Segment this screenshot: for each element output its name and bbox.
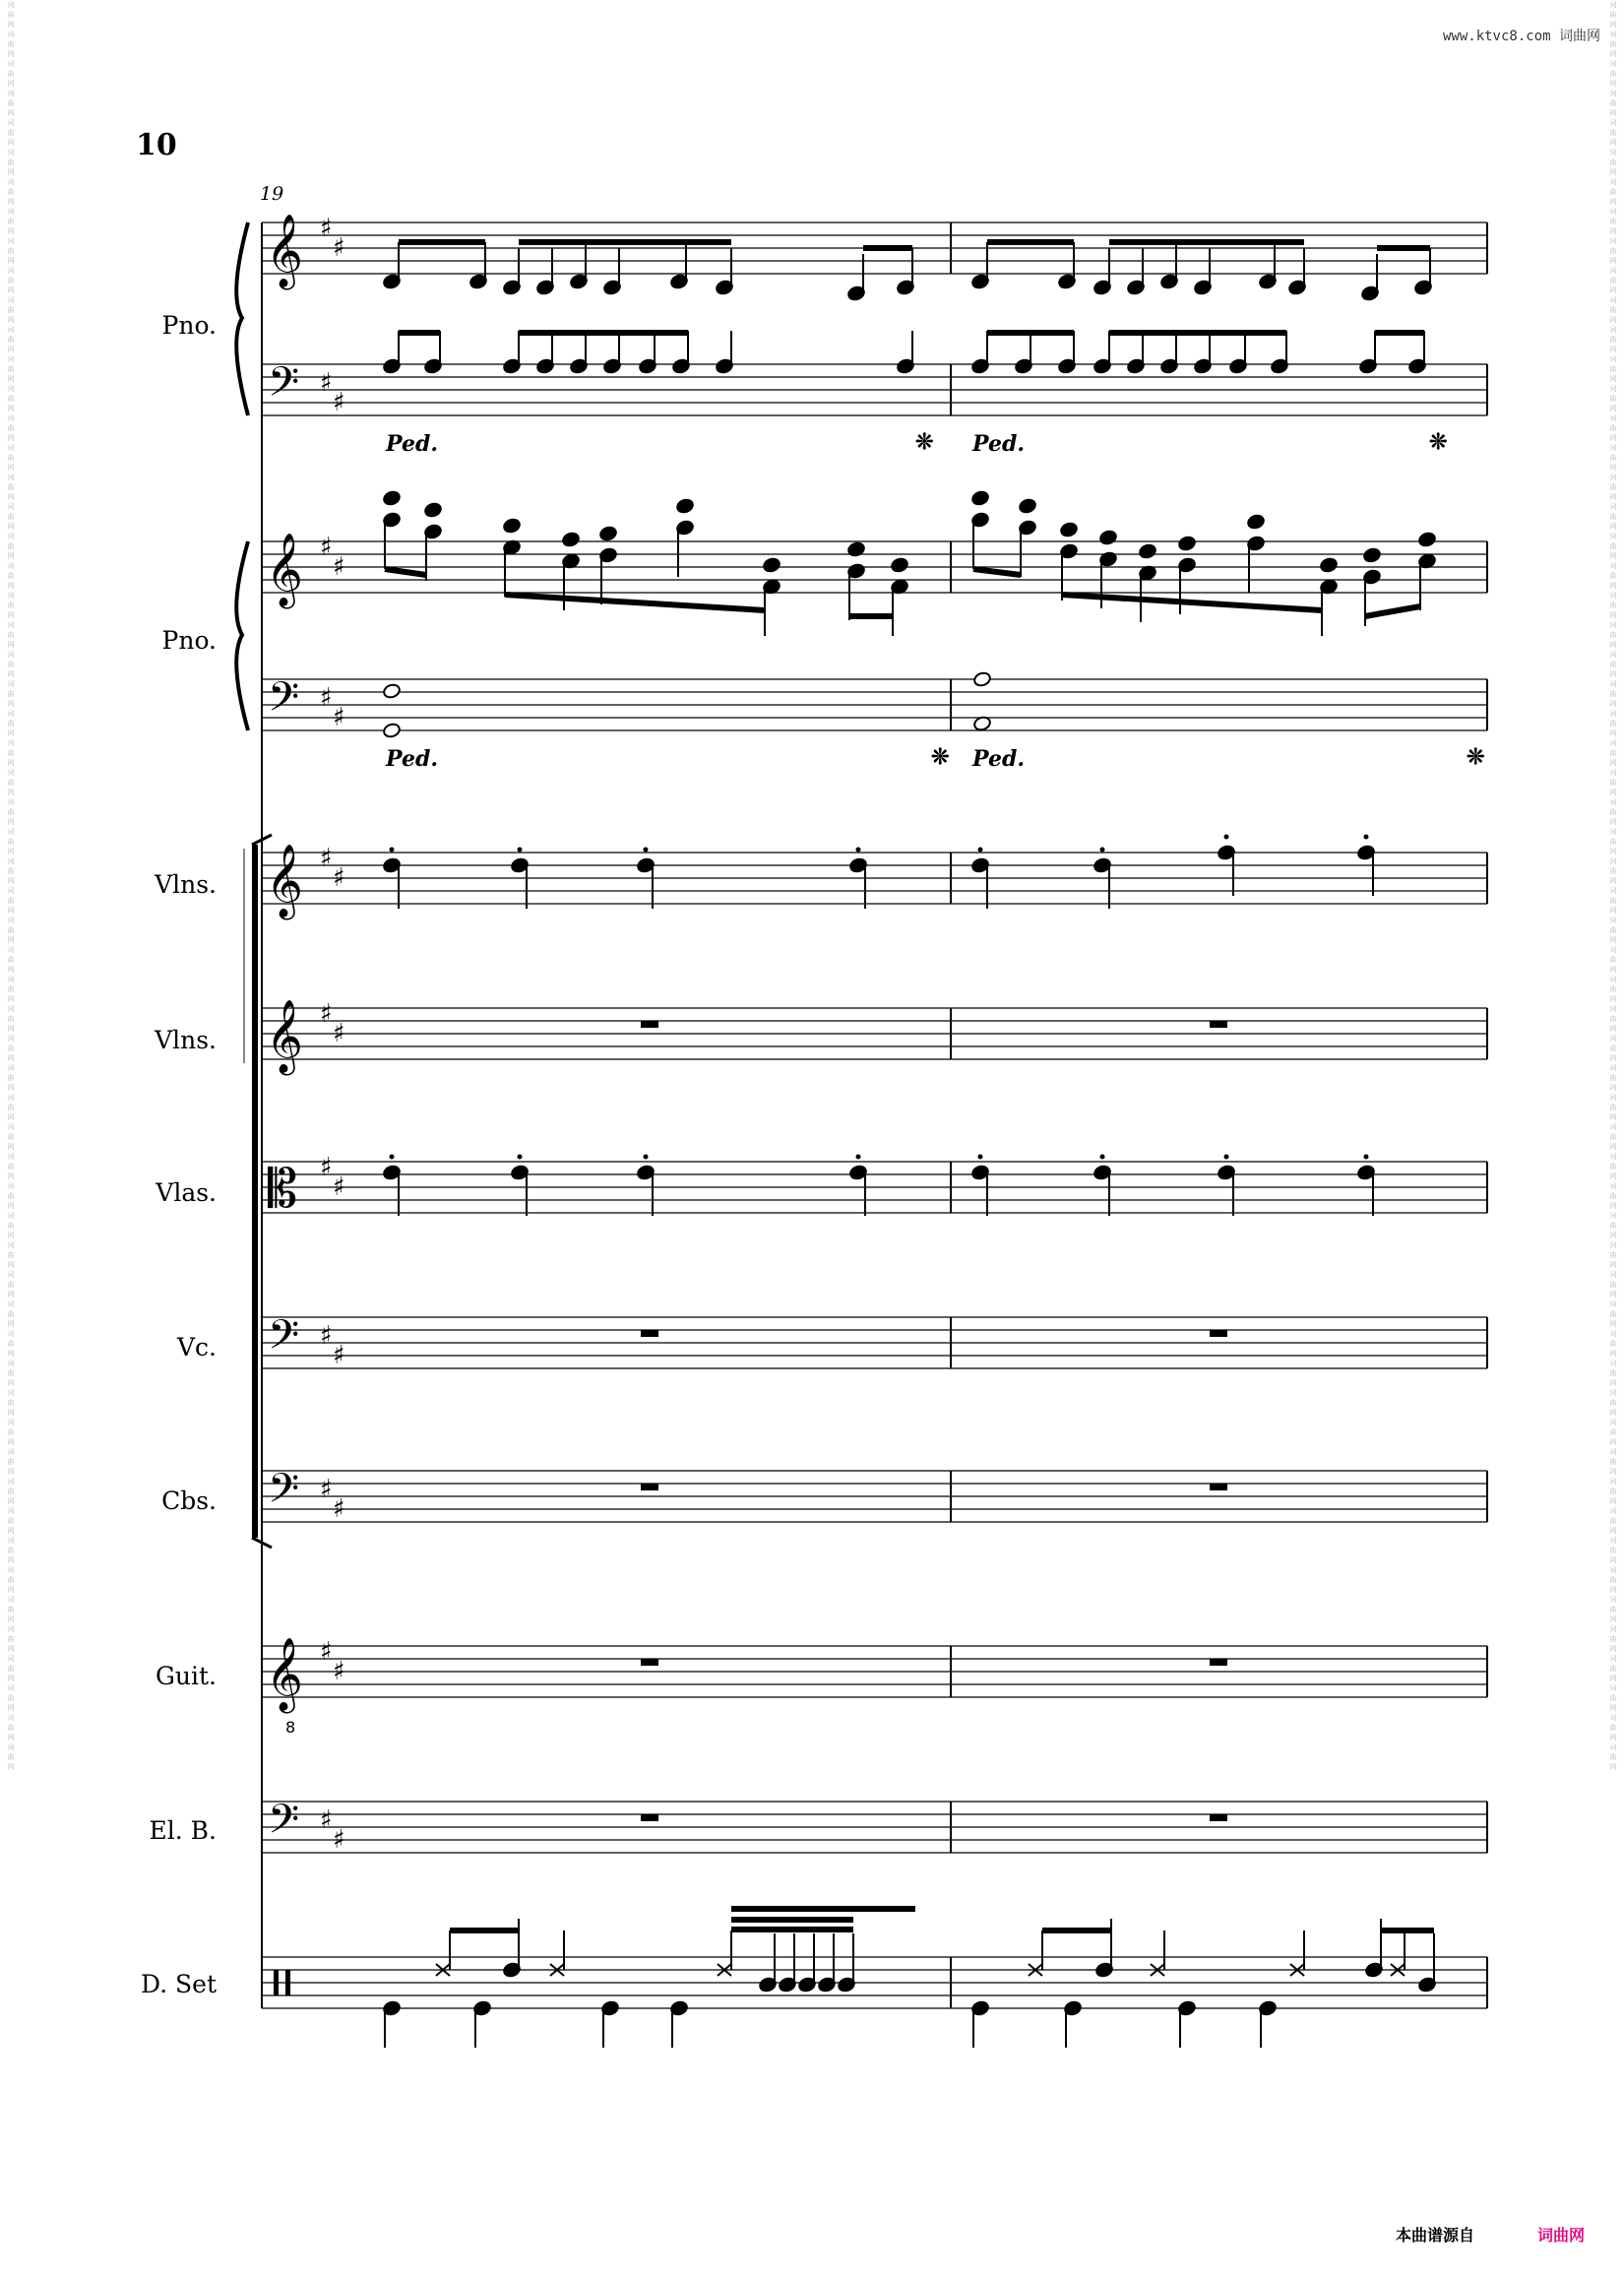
- treble-clef-icon: 𝄞: [266, 534, 303, 606]
- whole-rest: [1210, 1659, 1227, 1666]
- treble-clef-icon: 𝄞: [266, 1000, 303, 1073]
- measure-number: 19: [260, 183, 284, 205]
- staccato-dot: [1100, 848, 1105, 853]
- percussion-clef-icon: [285, 1970, 290, 1995]
- sharp-icon: ♯: [333, 552, 345, 582]
- piano-brace-icon: [236, 222, 248, 415]
- label-piano-1: Pno.: [161, 311, 217, 340]
- label-drum-set: D. Set: [140, 1970, 217, 1998]
- staccato-dot: [856, 1155, 861, 1160]
- octave-marker: 8: [285, 1718, 296, 1737]
- label-contrabass: Cbs.: [161, 1487, 217, 1515]
- pedal-down-mark: Ped.: [386, 746, 438, 772]
- pedal-up-mark: ❊: [1467, 744, 1485, 770]
- sharp-icon: ♯: [333, 388, 345, 417]
- staccato-dot: [856, 848, 861, 853]
- note-beam: [385, 569, 426, 575]
- sharp-icon: ♯: [333, 1657, 345, 1686]
- sharp-icon: ♯: [320, 214, 333, 243]
- note-head: [382, 683, 401, 700]
- note-head: [1362, 547, 1381, 564]
- note-head: [1059, 522, 1078, 538]
- strings-bracket: [252, 845, 258, 1538]
- whole-rest: [1210, 1484, 1227, 1490]
- staccato-dot: [1364, 1155, 1369, 1160]
- staccato-dot: [1224, 835, 1229, 840]
- pedal-up-mark: ❊: [931, 744, 950, 770]
- pedal-down-mark: Ped.: [386, 431, 438, 457]
- staccato-dot: [1100, 1155, 1105, 1160]
- footer-brand-link[interactable]: 词曲网: [1537, 2226, 1586, 2245]
- label-cello: Vc.: [176, 1333, 217, 1361]
- whole-rest: [641, 1484, 658, 1490]
- bass-clef-icon: 𝄢: [268, 1311, 300, 1368]
- label-guitar: Guit.: [155, 1662, 217, 1690]
- treble-clef-icon: 𝄞: [266, 215, 303, 287]
- sharp-icon: ♯: [320, 999, 333, 1029]
- sharp-icon: ♯: [320, 1321, 333, 1351]
- note-head: [1319, 557, 1338, 574]
- note-head: [846, 541, 865, 558]
- label-electric-bass: El. B.: [149, 1816, 217, 1845]
- alto-clef-icon: 𝄡: [268, 1158, 298, 1220]
- staccato-dot: [390, 1155, 395, 1160]
- page-number: 10: [136, 128, 177, 162]
- treble-clef-icon: 𝄞: [266, 1638, 303, 1711]
- staccato-dot: [518, 848, 523, 853]
- note-head: [972, 671, 991, 688]
- note-head: [1018, 498, 1036, 515]
- sharp-icon: ♯: [333, 863, 345, 893]
- label-violins-2: Vlns.: [155, 1026, 217, 1054]
- whole-rest: [1210, 1814, 1227, 1821]
- sharp-icon: ♯: [320, 844, 333, 873]
- header-url-text[interactable]: www.ktvc8.com: [1442, 29, 1551, 44]
- note-head: [970, 490, 989, 507]
- note-head: [1246, 514, 1265, 531]
- sharp-icon: ♯: [333, 703, 345, 732]
- note-beam: [505, 595, 765, 610]
- whole-rest: [1210, 1330, 1227, 1337]
- note-head: [1098, 530, 1117, 546]
- note-head: [423, 502, 442, 519]
- note-head: [598, 526, 617, 542]
- note-beam: [1365, 606, 1420, 616]
- bass-clef-icon: 𝄢: [268, 1796, 300, 1853]
- sharp-icon: ♯: [320, 1475, 333, 1504]
- staccato-dot: [978, 1155, 983, 1160]
- note-beam: [973, 569, 1021, 575]
- staccato-dot: [644, 1155, 649, 1160]
- note-head: [1417, 532, 1436, 548]
- note-head: [382, 723, 401, 739]
- whole-rest: [641, 1814, 658, 1821]
- staccato-dot: [518, 1155, 523, 1160]
- whole-rest: [1210, 1021, 1227, 1028]
- treble-clef-icon: 𝄞: [266, 845, 303, 918]
- sharp-icon: ♯: [320, 1153, 333, 1182]
- whole-rest: [641, 1659, 658, 1666]
- note-head: [382, 490, 401, 507]
- label-violins-1: Vlns.: [155, 870, 217, 899]
- staccato-dot: [1364, 835, 1369, 840]
- sharp-icon: ♯: [333, 1172, 345, 1202]
- sharp-icon: ♯: [320, 683, 333, 713]
- sharp-icon: ♯: [320, 533, 333, 562]
- note-head: [762, 557, 781, 574]
- watermark-right: 词 曲 网 词 曲 网 词 曲 网 词 曲 网 词 曲 网 词 曲 网 词 曲 网 词 曲 网 词 曲 网 词 曲 网 词 曲 网 词 曲 网 词 曲 网 词 曲 网 词 曲 网 词 曲 网 词 曲 网 词 曲 网 词 曲 网 词 曲 网 词 曲 网 词 曲 网 词 曲 网 词 曲 网 词 曲 网 词 曲 网 词 曲 网 词 曲 网 词 曲 网 词 曲 网 词 曲 网 词 曲 网 词 曲 网 词 曲 网 词 曲 网 词 曲 网 词 曲 网 词 曲 网 词 曲 网 词 曲 网 词 曲 网 词 曲 网 词 曲 网 词 曲 网 词 曲 网 词 曲 网 词 曲 网 词 曲 网 词 曲 网 词 曲 网 词 曲 网 词 曲 网 词 曲 网 词 曲 网 词 曲 网 词 曲 网 词 曲 网 词 曲 网 词 曲 网 词 曲 网: [1609, 1, 1617, 1771]
- sharp-icon: ♯: [333, 1494, 345, 1524]
- bass-clef-icon: 𝄢: [268, 1465, 300, 1522]
- note-head: [1177, 536, 1196, 552]
- label-piano-2: Pno.: [161, 626, 217, 655]
- footer-source: 本曲谱源自: [1396, 2226, 1475, 2245]
- staccato-dot: [644, 848, 649, 853]
- watermark-left: 词 曲 网 词 曲 网 词 曲 网 词 曲 网 词 曲 网 词 曲 网 词 曲 网 词 曲 网 词 曲 网 词 曲 网 词 曲 网 词 曲 网 词 曲 网 词 曲 网 词 曲 网 词 曲 网 词 曲 网 词 曲 网 词 曲 网 词 曲 网 词 曲 网 词 曲 网 词 曲 网 词 曲 网 词 曲 网 词 曲 网 词 曲 网 词 曲 网 词 曲 网 词 曲 网 词 曲 网 词 曲 网 词 曲 网 词 曲 网 词 曲 网 词 曲 网 词 曲 网 词 曲 网 词 曲 网 词 曲 网 词 曲 网 词 曲 网 词 曲 网 词 曲 网 词 曲 网 词 曲 网 词 曲 网 词 曲 网 词 曲 网 词 曲 网 词 曲 网 词 曲 网 词 曲 网 词 曲 网 词 曲 网 词 曲 网 词 曲 网 词 曲 网 词 曲 网 词 曲 网: [7, 1, 15, 1771]
- sharp-icon: ♯: [333, 1825, 345, 1855]
- pedal-down-mark: Ped.: [972, 431, 1025, 457]
- staccato-dot: [978, 848, 983, 853]
- note-head: [502, 518, 521, 535]
- whole-rest: [641, 1330, 658, 1337]
- label-violas: Vlas.: [156, 1178, 217, 1207]
- pedal-up-mark: ❊: [1429, 429, 1448, 455]
- sharp-icon: ♯: [320, 1637, 333, 1667]
- sharp-icon: ♯: [320, 1805, 333, 1835]
- header-site-name: 词曲网: [1559, 29, 1600, 44]
- staccato-dot: [390, 848, 395, 853]
- sharp-icon: ♯: [320, 368, 333, 398]
- pedal-down-mark: Ped.: [972, 746, 1025, 772]
- note-head: [1138, 543, 1156, 560]
- whole-rest: [641, 1021, 658, 1028]
- staccato-dot: [1224, 1155, 1229, 1160]
- percussion-clef-icon: [274, 1970, 279, 1995]
- piano-brace-icon: [236, 541, 248, 730]
- note-head: [675, 498, 694, 515]
- sharp-icon: ♯: [333, 233, 345, 263]
- pedal-up-mark: ❊: [915, 429, 934, 455]
- note-head: [890, 557, 908, 574]
- note-head: [561, 532, 580, 548]
- bass-clef-icon: 𝄢: [268, 358, 300, 415]
- sharp-icon: ♯: [333, 1019, 345, 1048]
- sharp-icon: ♯: [333, 1341, 345, 1370]
- bass-clef-icon: 𝄢: [268, 673, 300, 730]
